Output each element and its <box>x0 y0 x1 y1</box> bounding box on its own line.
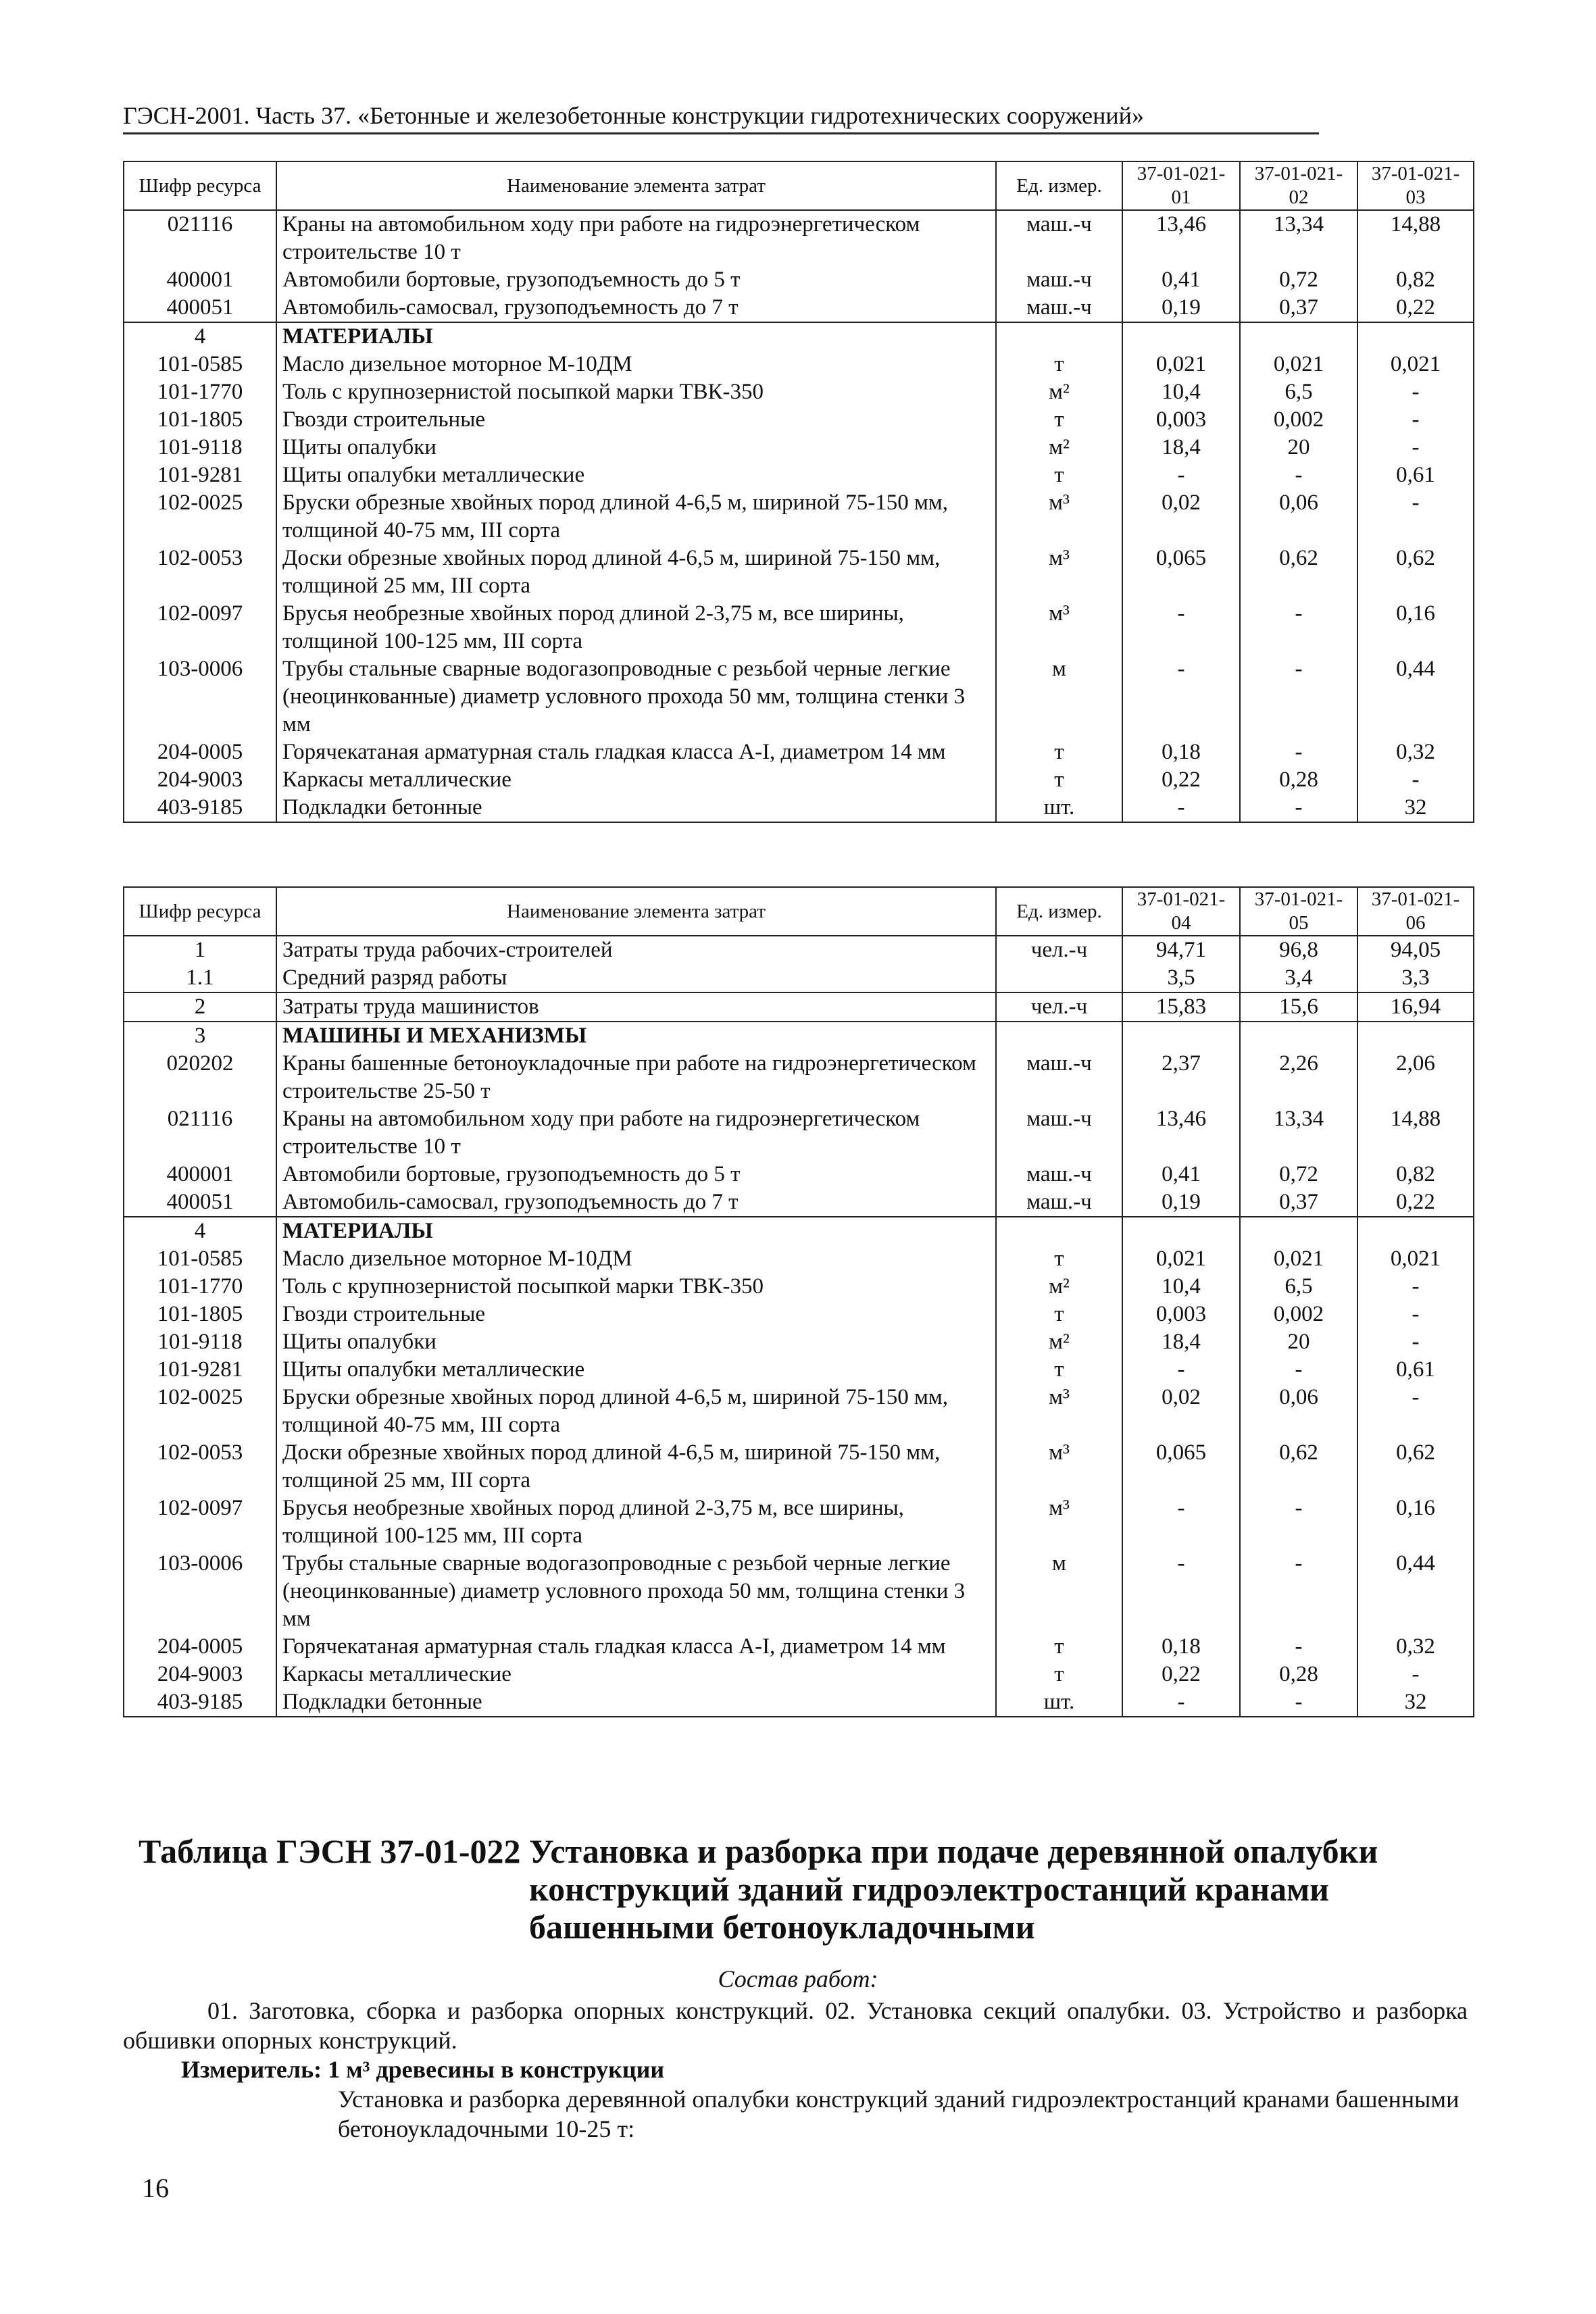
resource-code-cell: 4 <box>124 1217 276 1245</box>
table-row <box>124 210 1474 266</box>
unit-cell: т <box>996 1633 1122 1661</box>
resource-name-cell: Каркасы металлические <box>276 766 996 794</box>
table-row <box>124 322 1474 351</box>
resource-name-cell: Затраты труда рабочих-строителей <box>276 936 996 964</box>
unit-of-measure: Измеритель: 1 м³ древесины в конструкции <box>181 2056 665 2083</box>
norm-value-cell-3: - <box>1357 1301 1474 1328</box>
unit-cell: м³ <box>996 600 1122 655</box>
norm-value-cell-3: 0,32 <box>1357 738 1474 766</box>
norm-value-cell-1: 0,065 <box>1122 1439 1240 1494</box>
resource-name-cell: Брусья необрезные хвойных пород длиной 2-3,75 м, все ширины, толщиной 100-125 мм, III сорта <box>276 1494 996 1550</box>
resource-name-cell: Подкладки бетонные <box>276 794 996 822</box>
norm-value-cell-1: 0,22 <box>1122 766 1240 794</box>
resource-name-cell: Краны на автомобильном ходу при работе на гидроэнергетическом строительстве 10 т <box>276 210 996 266</box>
resource-code-cell: 400051 <box>124 1188 276 1217</box>
norm-value-cell-2: - <box>1240 738 1357 766</box>
unit-cell: т <box>996 1301 1122 1328</box>
resource-code-cell: 102-0053 <box>124 545 276 600</box>
resource-code-cell: 103-0006 <box>124 1550 276 1633</box>
norm-value-cell-3: - <box>1357 1384 1474 1439</box>
norm-value-cell-2: 0,021 <box>1240 351 1357 378</box>
resource-name-cell: Щиты опалубки <box>276 434 996 461</box>
norm-value-cell-2: - <box>1240 1688 1357 1717</box>
norm-value-cell-1: 94,71 <box>1122 936 1240 964</box>
resource-code-cell: 101-1770 <box>124 378 276 406</box>
norm-value-cell-1: 0,02 <box>1122 1384 1240 1439</box>
norm-value-cell-1: 0,19 <box>1122 1188 1240 1217</box>
norm-value-cell-2: 0,28 <box>1240 766 1357 794</box>
table-row <box>124 378 1474 406</box>
norm-value-cell-1: - <box>1122 1550 1240 1633</box>
resource-name-cell: Автомобиль-самосвал, грузоподъемность до 7 т <box>276 1188 996 1217</box>
resource-code-cell: 101-9118 <box>124 434 276 461</box>
norm-value-cell-1: 0,003 <box>1122 1301 1240 1328</box>
resource-name-cell: Автомобиль-самосвал, грузоподъемность до 7 т <box>276 294 996 322</box>
unit-cell: чел.-ч <box>996 992 1122 1022</box>
unit-cell: маш.-ч <box>996 1161 1122 1188</box>
norm-value-cell-3: - <box>1357 378 1474 406</box>
norm-value-cell-1: - <box>1122 655 1240 738</box>
col-header-name: Наименование элемента затрат <box>276 161 996 210</box>
norm-value-cell-1 <box>1122 1217 1240 1245</box>
resource-name-cell: Затраты труда машинистов <box>276 992 996 1022</box>
unit-cell: маш.-ч <box>996 294 1122 322</box>
norm-value-cell-1 <box>1122 1022 1240 1050</box>
norm-value-cell-1: 15,83 <box>1122 992 1240 1022</box>
norm-value-cell-1: 0,021 <box>1122 351 1240 378</box>
resource-code-cell: 020202 <box>124 1050 276 1105</box>
norm-value-cell-3: - <box>1357 434 1474 461</box>
norm-value-cell-3 <box>1357 322 1474 351</box>
unit-cell: шт. <box>996 794 1122 822</box>
resource-name-cell: Гвозди строительные <box>276 406 996 434</box>
resource-code-cell: 204-9003 <box>124 766 276 794</box>
norm-value-cell-2: 0,72 <box>1240 1161 1357 1188</box>
norm-value-cell-2 <box>1240 1217 1357 1245</box>
resource-code-cell: 101-1805 <box>124 406 276 434</box>
unit-cell: маш.-ч <box>996 266 1122 294</box>
norm-value-cell-2: 0,002 <box>1240 1301 1357 1328</box>
table-row <box>124 1439 1474 1494</box>
norm-value-cell-3: 0,61 <box>1357 461 1474 489</box>
resource-name-cell: Горячекатаная арматурная сталь гладкая класса А-I, диаметром 14 мм <box>276 1633 996 1661</box>
norm-value-cell-2 <box>1240 1022 1357 1050</box>
norm-value-cell-1: 13,46 <box>1122 1105 1240 1161</box>
resource-name-cell: Трубы стальные сварные водогазопроводные с резьбой черные легкие (неоцинкованные) диаметр условного прохода 50 мм, толщина стенки 3 мм <box>276 1550 996 1633</box>
norm-value-cell-3: 0,62 <box>1357 1439 1474 1494</box>
table-title-line-3: башенными бетоноукладочными <box>529 1908 1035 1946</box>
norm-value-cell-2: 6,5 <box>1240 1273 1357 1301</box>
norm-value-cell-2: - <box>1240 1550 1357 1633</box>
unit-cell: м³ <box>996 545 1122 600</box>
norm-value-cell-1: - <box>1122 1688 1240 1717</box>
norm-value-cell-3: - <box>1357 766 1474 794</box>
running-header: ГЭСН-2001. Часть 37. «Бетонные и железобетонные конструкции гидротехнических сооружений» <box>123 101 1319 134</box>
norm-value-cell-2: 6,5 <box>1240 378 1357 406</box>
resource-name-cell: Средний разряд работы <box>276 964 996 992</box>
col-header-code: Шифр ресурса <box>124 161 276 210</box>
resource-name-cell: Краны башенные бетоноукладочные при работе на гидроэнергетическом строительстве 25-50 т <box>276 1050 996 1105</box>
col-header-name: Наименование элемента затрат <box>276 887 996 936</box>
unit-cell: м³ <box>996 1439 1122 1494</box>
table-row <box>124 1301 1474 1328</box>
norm-value-cell-3: - <box>1357 489 1474 545</box>
norm-value-cell-2: 0,72 <box>1240 266 1357 294</box>
norm-value-cell-3 <box>1357 1217 1474 1245</box>
norm-value-cell-2: 0,06 <box>1240 489 1357 545</box>
norm-value-cell-2: - <box>1240 1356 1357 1384</box>
col-header-norm-5: 37-01-021-05 <box>1240 887 1357 936</box>
resource-name-cell: Доски обрезные хвойных пород длиной 4-6,5 м, шириной 75-150 мм, толщиной 25 мм, III сорта <box>276 1439 996 1494</box>
col-header-unit: Ед. измер. <box>996 887 1122 936</box>
norm-value-cell-3: 0,16 <box>1357 600 1474 655</box>
unit-cell: м² <box>996 378 1122 406</box>
norm-value-cell-1: 0,021 <box>1122 1245 1240 1273</box>
table-row <box>124 964 1474 992</box>
norm-value-cell-1: 10,4 <box>1122 378 1240 406</box>
norm-value-cell-3: - <box>1357 1273 1474 1301</box>
resource-name-cell: Подкладки бетонные <box>276 1688 996 1717</box>
norm-value-cell-1: 3,5 <box>1122 964 1240 992</box>
col-header-code: Шифр ресурса <box>124 887 276 936</box>
col-header-norm-3: 37-01-021-03 <box>1357 161 1474 210</box>
table-row <box>124 992 1474 1022</box>
norm-value-cell-2: - <box>1240 600 1357 655</box>
resource-code-cell: 102-0053 <box>124 1439 276 1494</box>
unit-cell: м³ <box>996 489 1122 545</box>
norm-value-cell-3: 0,44 <box>1357 655 1474 738</box>
norm-value-cell-2 <box>1240 322 1357 351</box>
norm-value-cell-1: 0,19 <box>1122 294 1240 322</box>
table-row <box>124 738 1474 766</box>
norm-value-cell-2: 2,26 <box>1240 1050 1357 1105</box>
resource-code-cell: 101-1770 <box>124 1273 276 1301</box>
unit-cell: маш.-ч <box>996 1188 1122 1217</box>
norm-value-cell-1: - <box>1122 600 1240 655</box>
resource-code-cell: 101-1805 <box>124 1301 276 1328</box>
resource-table-2 <box>123 886 1474 1717</box>
norm-value-cell-2: 0,37 <box>1240 1188 1357 1217</box>
unit-cell: т <box>996 1356 1122 1384</box>
work-composition-text: 01. Заготовка, сборка и разборка опорных конструкций. 02. Установка секций опалубки. 03. Устройство и разборка обшивки опорных конструкций. <box>123 1997 1468 2054</box>
col-header-norm-1: 37-01-021-01 <box>1122 161 1240 210</box>
table-row <box>124 1245 1474 1273</box>
norm-value-cell-2: 0,28 <box>1240 1661 1357 1688</box>
norm-value-cell-3: 0,22 <box>1357 1188 1474 1217</box>
norm-value-cell-3: 0,021 <box>1357 1245 1474 1273</box>
work-composition-heading: Состав работ: <box>718 1965 878 1992</box>
table-row <box>124 1188 1474 1217</box>
norm-value-cell-1: 0,41 <box>1122 1161 1240 1188</box>
resource-name-cell: Толь с крупнозернистой посыпкой марки ТВК-350 <box>276 378 996 406</box>
unit-cell: м³ <box>996 1494 1122 1550</box>
norm-value-cell-3: 16,94 <box>1357 992 1474 1022</box>
norm-value-cell-2: 20 <box>1240 434 1357 461</box>
norm-value-cell-1: 18,4 <box>1122 1328 1240 1356</box>
resource-name-cell: Бруски обрезные хвойных пород длиной 4-6,5 м, шириной 75-150 мм, толщиной 40-75 мм, III сорта <box>276 489 996 545</box>
unit-cell: т <box>996 351 1122 378</box>
resource-name-cell: Щиты опалубки <box>276 1328 996 1356</box>
table-row <box>124 1661 1474 1688</box>
resource-name-cell: Краны на автомобильном ходу при работе на гидроэнергетическом строительстве 10 т <box>276 1105 996 1161</box>
norm-value-cell-1: 0,18 <box>1122 738 1240 766</box>
resource-code-cell: 204-9003 <box>124 1661 276 1688</box>
norm-value-cell-3: 2,06 <box>1357 1050 1474 1105</box>
unit-cell: т <box>996 1245 1122 1273</box>
resource-name-cell: Бруски обрезные хвойных пород длиной 4-6,5 м, шириной 75-150 мм, толщиной 40-75 мм, III сорта <box>276 1384 996 1439</box>
norm-value-cell-1: 13,46 <box>1122 210 1240 266</box>
table-row <box>124 489 1474 545</box>
norm-value-cell-3: - <box>1357 406 1474 434</box>
norm-value-cell-1: - <box>1122 794 1240 822</box>
norm-value-cell-1: 0,22 <box>1122 1661 1240 1688</box>
resource-code-cell: 3 <box>124 1022 276 1050</box>
norm-value-cell-3: - <box>1357 1328 1474 1356</box>
table-row <box>124 1633 1474 1661</box>
norm-value-cell-3: 0,32 <box>1357 1633 1474 1661</box>
resource-code-cell: 204-0005 <box>124 1633 276 1661</box>
resource-name-cell: Автомобили бортовые, грузоподъемность до 5 т <box>276 266 996 294</box>
resource-name-cell: Доски обрезные хвойных пород длиной 4-6,5 м, шириной 75-150 мм, толщиной 25 мм, III сорта <box>276 545 996 600</box>
norm-value-cell-3: 14,88 <box>1357 210 1474 266</box>
resource-name-cell: МАТЕРИАЛЫ <box>276 322 996 351</box>
resource-code-cell: 400001 <box>124 1161 276 1188</box>
resource-name-cell: Толь с крупнозернистой посыпкой марки ТВК-350 <box>276 1273 996 1301</box>
table-row <box>124 1550 1474 1633</box>
norm-value-cell-2: - <box>1240 1633 1357 1661</box>
table-row <box>124 1328 1474 1356</box>
norm-value-cell-3: 0,021 <box>1357 351 1474 378</box>
resource-name-cell: Масло дизельное моторное М-10ДМ <box>276 1245 996 1273</box>
resource-name-cell: Автомобили бортовые, грузоподъемность до 5 т <box>276 1161 996 1188</box>
resource-table-1 <box>123 161 1474 823</box>
unit-cell: чел.-ч <box>996 936 1122 964</box>
resource-code-cell: 102-0097 <box>124 1494 276 1550</box>
norm-value-cell-3: - <box>1357 1661 1474 1688</box>
norm-value-cell-2: - <box>1240 655 1357 738</box>
table-row <box>124 461 1474 489</box>
unit-cell: маш.-ч <box>996 1050 1122 1105</box>
table-row <box>124 545 1474 600</box>
resource-name-cell: МАШИНЫ И МЕХАНИЗМЫ <box>276 1022 996 1050</box>
table-row <box>124 1384 1474 1439</box>
resource-code-cell: 2 <box>124 992 276 1022</box>
resource-name-cell: Горячекатаная арматурная сталь гладкая класса А-I, диаметром 14 мм <box>276 738 996 766</box>
norm-value-cell-3: 0,82 <box>1357 1161 1474 1188</box>
table-row <box>124 766 1474 794</box>
resource-code-cell: 101-0585 <box>124 351 276 378</box>
norm-value-cell-2: 96,8 <box>1240 936 1357 964</box>
table-row <box>124 1161 1474 1188</box>
table-row <box>124 1050 1474 1105</box>
norm-value-cell-1: - <box>1122 1494 1240 1550</box>
unit-cell: маш.-ч <box>996 1105 1122 1161</box>
table-row <box>124 294 1474 322</box>
table-row <box>124 1494 1474 1550</box>
norm-value-cell-1: 0,18 <box>1122 1633 1240 1661</box>
norm-value-cell-3: 32 <box>1357 1688 1474 1717</box>
norm-value-cell-3: 0,61 <box>1357 1356 1474 1384</box>
resource-code-cell: 103-0006 <box>124 655 276 738</box>
norm-value-cell-3: 0,22 <box>1357 294 1474 322</box>
norm-value-cell-1: 10,4 <box>1122 1273 1240 1301</box>
norm-value-cell-2: 0,62 <box>1240 545 1357 600</box>
resource-code-cell: 102-0025 <box>124 1384 276 1439</box>
unit-cell: т <box>996 766 1122 794</box>
norm-value-cell-2: - <box>1240 461 1357 489</box>
col-header-norm-4: 37-01-021-04 <box>1122 887 1240 936</box>
norm-value-cell-2: - <box>1240 1494 1357 1550</box>
norm-value-cell-2: - <box>1240 794 1357 822</box>
table-row <box>124 434 1474 461</box>
resource-name-cell: Трубы стальные сварные водогазопроводные с резьбой черные легкие (неоцинкованные) диаметр условного прохода 50 мм, толщина стенки 3 мм <box>276 655 996 738</box>
table-title-line-1: Таблица ГЭСН 37-01-022 Установка и разборка при подаче деревянной опалубки <box>139 1832 1378 1870</box>
col-header-unit: Ед. измер. <box>996 161 1122 210</box>
norm-value-cell-2: 20 <box>1240 1328 1357 1356</box>
resource-name-cell: Брусья необрезные хвойных пород длиной 2-3,75 м, все ширины, толщиной 100-125 мм, III сорта <box>276 600 996 655</box>
norm-description: Установка и разборка деревянной опалубки конструкций зданий гидроэлектростанций кранами башенными бетоноукладочными 10-25 т: <box>338 2086 1460 2142</box>
table-row <box>124 1688 1474 1717</box>
resource-code-cell: 403-9185 <box>124 794 276 822</box>
col-header-norm-2: 37-01-021-02 <box>1240 161 1357 210</box>
resource-name-cell: Щиты опалубки металлические <box>276 461 996 489</box>
unit-cell: м² <box>996 434 1122 461</box>
table-row <box>124 1356 1474 1384</box>
table-row <box>124 794 1474 822</box>
resource-code-cell: 101-9118 <box>124 1328 276 1356</box>
table-row <box>124 600 1474 655</box>
unit-cell: шт. <box>996 1688 1122 1717</box>
unit-cell <box>996 1217 1122 1245</box>
norm-value-cell-3: 3,3 <box>1357 964 1474 992</box>
norm-value-cell-3: 94,05 <box>1357 936 1474 964</box>
norm-value-cell-2: 3,4 <box>1240 964 1357 992</box>
norm-value-cell-2: 0,002 <box>1240 406 1357 434</box>
norm-value-cell-1: 2,37 <box>1122 1050 1240 1105</box>
table-row <box>124 936 1474 964</box>
unit-cell: м² <box>996 1328 1122 1356</box>
table-row <box>124 266 1474 294</box>
norm-value-cell-1 <box>1122 322 1240 351</box>
unit-cell: т <box>996 1661 1122 1688</box>
resource-code-cell: 204-0005 <box>124 738 276 766</box>
table-row <box>124 406 1474 434</box>
norm-value-cell-2: 0,37 <box>1240 294 1357 322</box>
norm-value-cell-3: 0,62 <box>1357 545 1474 600</box>
table-row <box>124 1273 1474 1301</box>
table-title-line-2: конструкций зданий гидроэлектростанций кранами <box>529 1870 1329 1908</box>
norm-value-cell-1: 0,003 <box>1122 406 1240 434</box>
resource-code-cell: 101-9281 <box>124 1356 276 1384</box>
norm-value-cell-3: 32 <box>1357 794 1474 822</box>
table-title <box>139 1832 1422 1946</box>
table-row <box>124 1022 1474 1050</box>
resource-code-cell: 101-9281 <box>124 461 276 489</box>
resource-code-cell: 101-0585 <box>124 1245 276 1273</box>
norm-value-cell-3: 0,44 <box>1357 1550 1474 1633</box>
resource-code-cell: 021116 <box>124 210 276 266</box>
norm-value-cell-1: 0,41 <box>1122 266 1240 294</box>
col-header-norm-6: 37-01-021-06 <box>1357 887 1474 936</box>
norm-value-cell-2: 0,06 <box>1240 1384 1357 1439</box>
unit-cell: м² <box>996 1273 1122 1301</box>
unit-cell: м <box>996 655 1122 738</box>
resource-name-cell: Каркасы металлические <box>276 1661 996 1688</box>
table-row <box>124 1217 1474 1245</box>
resource-code-cell: 400001 <box>124 266 276 294</box>
norm-value-cell-1: 0,02 <box>1122 489 1240 545</box>
table-row <box>124 655 1474 738</box>
norm-value-cell-3 <box>1357 1022 1474 1050</box>
resource-code-cell: 4 <box>124 322 276 351</box>
norm-value-cell-2: 13,34 <box>1240 210 1357 266</box>
unit-cell: т <box>996 406 1122 434</box>
resource-code-cell: 1.1 <box>124 964 276 992</box>
table-row <box>124 1105 1474 1161</box>
norm-value-cell-1: 18,4 <box>1122 434 1240 461</box>
unit-cell: т <box>996 461 1122 489</box>
resource-name-cell: Гвозди строительные <box>276 1301 996 1328</box>
norm-value-cell-1: - <box>1122 461 1240 489</box>
resource-code-cell: 102-0097 <box>124 600 276 655</box>
norm-value-cell-2: 13,34 <box>1240 1105 1357 1161</box>
unit-cell <box>996 1022 1122 1050</box>
resource-name-cell: Щиты опалубки металлические <box>276 1356 996 1384</box>
norm-value-cell-1: - <box>1122 1356 1240 1384</box>
norm-value-cell-1: 0,065 <box>1122 545 1240 600</box>
unit-cell: м³ <box>996 1384 1122 1439</box>
resource-code-cell: 400051 <box>124 294 276 322</box>
unit-cell: маш.-ч <box>996 210 1122 266</box>
resource-name-cell: Масло дизельное моторное М-10ДМ <box>276 351 996 378</box>
unit-cell <box>996 964 1122 992</box>
resource-name-cell: МАТЕРИАЛЫ <box>276 1217 996 1245</box>
unit-cell <box>996 322 1122 351</box>
table-row <box>124 351 1474 378</box>
page-number: 16 <box>142 2173 169 2203</box>
resource-code-cell: 021116 <box>124 1105 276 1161</box>
resource-code-cell: 403-9185 <box>124 1688 276 1717</box>
unit-cell: т <box>996 738 1122 766</box>
norm-value-cell-2: 15,6 <box>1240 992 1357 1022</box>
resource-code-cell: 1 <box>124 936 276 964</box>
norm-value-cell-3: 14,88 <box>1357 1105 1474 1161</box>
norm-value-cell-2: 0,62 <box>1240 1439 1357 1494</box>
norm-value-cell-3: 0,82 <box>1357 266 1474 294</box>
resource-code-cell: 102-0025 <box>124 489 276 545</box>
norm-value-cell-2: 0,021 <box>1240 1245 1357 1273</box>
unit-cell: м <box>996 1550 1122 1633</box>
norm-value-cell-3: 0,16 <box>1357 1494 1474 1550</box>
